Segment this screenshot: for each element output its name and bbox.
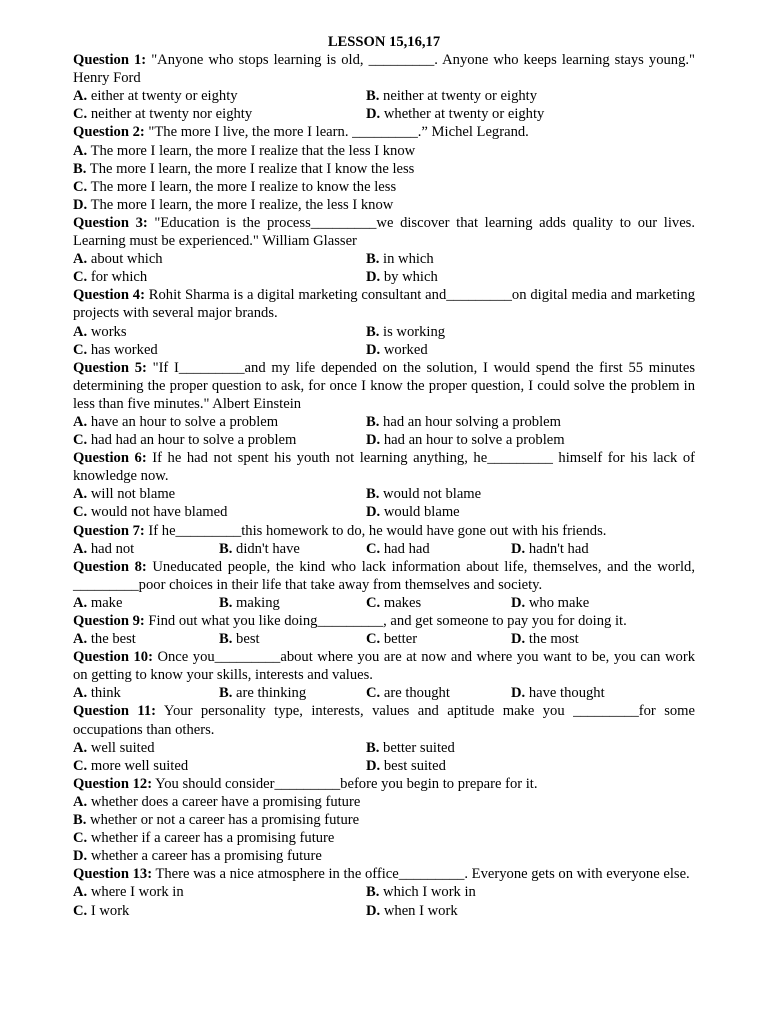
option-letter: A. xyxy=(73,884,88,901)
option-text: whether a career has a promising future xyxy=(87,848,322,865)
option-text: had not xyxy=(87,540,135,557)
option-text: had had an hour to solve a problem xyxy=(87,432,297,449)
option-text: are thinking xyxy=(232,685,307,702)
option-letter: A. xyxy=(73,540,88,557)
question-number: Question 12: xyxy=(73,775,153,792)
option-text: the best xyxy=(87,631,136,648)
option-letter: A. xyxy=(73,793,88,810)
answer-options xyxy=(73,793,695,865)
answer-option xyxy=(366,630,511,648)
answer-option xyxy=(366,594,511,612)
option-text: whether if a career has a promising future xyxy=(87,830,335,847)
answer-options xyxy=(73,142,695,214)
question-stem: Once you_________about where you are at now and where you want to be, you can work on getting to know your skills, interests and values. xyxy=(73,649,695,684)
answer-option xyxy=(366,684,511,702)
question-text xyxy=(73,648,695,684)
option-text: The more I learn, the more I realize that I know the less xyxy=(86,160,415,177)
question-stem: There was a nice atmosphere in the office_________. Everyone gets on with everyone else. xyxy=(152,866,690,883)
question-stem: "The more I live, the more I learn. _________.” Michel Legrand. xyxy=(144,124,529,141)
option-letter: C. xyxy=(73,178,88,195)
answer-option xyxy=(73,829,695,847)
question-number: Question 13: xyxy=(73,866,153,883)
option-letter: A. xyxy=(73,413,88,430)
question-number: Question 2: xyxy=(73,124,145,141)
option-text: will not blame xyxy=(87,486,176,503)
answer-option xyxy=(73,503,366,521)
answer-option xyxy=(73,268,366,286)
option-letter: A. xyxy=(73,631,88,648)
option-text: in which xyxy=(379,251,434,268)
question-number: Question 1: xyxy=(73,52,147,69)
option-letter: B. xyxy=(73,160,87,177)
answer-option xyxy=(73,250,366,268)
option-text: would not have blamed xyxy=(87,504,228,521)
option-text: The more I learn, the more I realize that the less I know xyxy=(87,142,416,159)
answer-option xyxy=(73,341,366,359)
option-text: neither at twenty nor eighty xyxy=(87,106,253,123)
option-letter: C. xyxy=(366,594,381,611)
answer-option xyxy=(366,503,695,521)
option-text: well suited xyxy=(87,739,155,756)
question-number: Question 8: xyxy=(73,558,147,575)
option-letter: C. xyxy=(73,757,88,774)
answer-option xyxy=(366,431,695,449)
question-stem: If he had not spent his youth not learning anything, he_________ himself for his lack of knowledge now. xyxy=(73,450,695,485)
answer-option xyxy=(73,142,695,160)
option-letter: C. xyxy=(73,830,88,847)
answer-option xyxy=(219,684,366,702)
option-letter: B. xyxy=(219,594,233,611)
option-text: hadn't had xyxy=(525,540,589,557)
answer-option xyxy=(73,540,219,558)
option-text: whether at twenty or eighty xyxy=(380,106,545,123)
answer-options xyxy=(73,485,695,521)
answer-options xyxy=(73,594,695,612)
question-stem: Rohit Sharma is a digital marketing consultant and_________on digital media and marketing projects with several major brands. xyxy=(73,287,695,322)
answer-option xyxy=(366,250,695,268)
option-letter: A. xyxy=(73,251,88,268)
answer-option xyxy=(73,413,366,431)
option-text: had an hour solving a problem xyxy=(379,413,561,430)
answer-option xyxy=(73,196,695,214)
answer-option xyxy=(73,431,366,449)
question-number: Question 9: xyxy=(73,613,145,629)
question-stem: "If I_________and my life depended on the solution, I would spend the first 55 minutes determining the proper question to ask, for once I know the proper question, I could solve the problem in less than five minutes." Albert Einstein xyxy=(73,359,695,412)
option-text: make xyxy=(87,594,123,611)
answer-option xyxy=(366,902,695,920)
option-text: about which xyxy=(87,251,163,268)
option-letter: D. xyxy=(366,432,381,449)
option-text: worked xyxy=(380,341,428,358)
answer-option xyxy=(73,811,695,829)
option-text: I work xyxy=(87,902,130,919)
option-text: have thought xyxy=(525,685,605,702)
question-block xyxy=(73,865,695,919)
option-text: making xyxy=(232,594,280,611)
answer-options xyxy=(73,323,695,359)
question-number: Question 6: xyxy=(73,450,147,467)
answer-option xyxy=(219,630,366,648)
option-text: for which xyxy=(87,269,148,286)
option-letter: D. xyxy=(366,504,381,521)
option-letter: A. xyxy=(73,685,88,702)
question-block xyxy=(73,612,695,648)
answer-option xyxy=(73,684,219,702)
option-letter: B. xyxy=(219,631,233,648)
question-text xyxy=(73,51,695,87)
question-stem: If he_________this homework to do, he would have gone out with his friends. xyxy=(144,522,607,539)
option-letter: D. xyxy=(366,757,381,774)
question-block xyxy=(73,214,695,286)
option-letter: A. xyxy=(73,142,88,159)
answer-option xyxy=(511,540,695,558)
option-letter: C. xyxy=(73,902,88,919)
answer-option xyxy=(366,87,695,105)
answer-options xyxy=(73,250,695,286)
option-text: which I work in xyxy=(379,884,476,901)
answer-option xyxy=(366,105,695,123)
option-letter: C. xyxy=(73,269,88,286)
answer-option xyxy=(366,883,695,901)
answer-option xyxy=(73,87,366,105)
option-letter: C. xyxy=(366,631,381,648)
question-block xyxy=(73,359,695,449)
option-letter: B. xyxy=(366,413,380,430)
option-letter: B. xyxy=(366,486,380,503)
option-letter: D. xyxy=(366,269,381,286)
question-number: Question 5: xyxy=(73,359,147,376)
option-letter: C. xyxy=(366,685,381,702)
option-text: would not blame xyxy=(379,486,482,503)
answer-option xyxy=(366,540,511,558)
question-text xyxy=(73,558,695,594)
option-letter: B. xyxy=(219,685,233,702)
question-block xyxy=(73,648,695,702)
answer-options xyxy=(73,883,695,919)
option-letter: D. xyxy=(366,106,381,123)
option-text: by which xyxy=(380,269,438,286)
option-text: better suited xyxy=(379,739,455,756)
option-text: think xyxy=(87,685,121,702)
question-text xyxy=(73,286,695,322)
option-letter: D. xyxy=(511,631,526,648)
option-text: better xyxy=(380,631,418,648)
question-text xyxy=(73,214,695,250)
answer-option xyxy=(219,540,366,558)
option-text: makes xyxy=(380,594,422,611)
option-text: has worked xyxy=(87,341,158,358)
question-text xyxy=(73,702,695,738)
answer-option xyxy=(366,268,695,286)
answer-option xyxy=(73,883,366,901)
question-stem: "Anyone who stops learning is old, _________. Anyone who keeps learning stays young." Henry Ford xyxy=(73,52,695,87)
question-stem: You should consider_________before you begin to prepare for it. xyxy=(152,775,538,792)
question-text xyxy=(73,865,695,883)
question-block xyxy=(73,51,695,123)
option-text: would blame xyxy=(380,504,460,521)
question-text xyxy=(73,123,695,141)
option-text: didn't have xyxy=(232,540,300,557)
question-stem: Uneducated people, the kind who lack information about life, themselves, and the world, _________poor choices in their life that take away from themselves and society. xyxy=(73,558,695,593)
question-number: Question 7: xyxy=(73,522,145,539)
question-text xyxy=(73,522,695,540)
answer-option xyxy=(366,413,695,431)
question-text xyxy=(73,612,695,630)
option-letter: B. xyxy=(219,540,233,557)
question-block xyxy=(73,558,695,612)
option-letter: A. xyxy=(73,486,88,503)
answer-options xyxy=(73,630,695,648)
option-text: best suited xyxy=(380,757,446,774)
question-number: Question 4: xyxy=(73,287,145,304)
option-letter: A. xyxy=(73,323,88,340)
option-letter: A. xyxy=(73,88,88,105)
answer-option xyxy=(73,594,219,612)
question-stem: "Education is the process_________we discover that learning adds quality to our lives. Learning must be experienced." William Glasser xyxy=(73,214,695,250)
answer-option xyxy=(73,485,366,503)
option-letter: A. xyxy=(73,739,88,756)
answer-option xyxy=(366,739,695,757)
option-text: neither at twenty or eighty xyxy=(379,88,538,105)
option-letter: C. xyxy=(73,106,88,123)
option-text: works xyxy=(87,323,127,340)
option-text: is working xyxy=(379,323,446,340)
answer-options xyxy=(73,413,695,449)
option-text: whether or not a career has a promising future xyxy=(86,812,360,829)
option-text: The more I learn, the more I realize to know the less xyxy=(87,178,397,195)
question-text xyxy=(73,359,695,413)
answer-option xyxy=(366,485,695,503)
question-stem: Find out what you like doing_________, and get someone to pay you for doing it. xyxy=(144,613,627,629)
option-text: had had xyxy=(380,540,430,557)
option-text: who make xyxy=(525,594,590,611)
answer-option xyxy=(73,178,695,196)
option-text: whether does a career have a promising future xyxy=(87,793,361,810)
option-text: have an hour to solve a problem xyxy=(87,413,279,430)
option-text: either at twenty or eighty xyxy=(87,88,238,105)
option-letter: C. xyxy=(73,341,88,358)
answer-option xyxy=(511,594,695,612)
answer-options xyxy=(73,540,695,558)
answer-option xyxy=(219,594,366,612)
question-block xyxy=(73,449,695,521)
question-block xyxy=(73,522,695,558)
option-letter: D. xyxy=(73,196,88,213)
lesson-title: LESSON 15,16,17 xyxy=(327,34,441,50)
answer-option xyxy=(73,105,366,123)
question-text xyxy=(73,775,695,793)
question-number: Question 3: xyxy=(73,214,148,231)
option-letter: D. xyxy=(511,685,526,702)
option-letter: D. xyxy=(511,540,526,557)
answer-option xyxy=(73,847,695,865)
answer-options xyxy=(73,684,695,702)
option-letter: C. xyxy=(73,432,88,449)
answer-options xyxy=(73,739,695,775)
option-text: where I work in xyxy=(87,884,184,901)
option-letter: B. xyxy=(366,251,380,268)
option-letter: C. xyxy=(366,540,381,557)
question-block xyxy=(73,286,695,358)
option-letter: A. xyxy=(73,594,88,611)
option-letter: B. xyxy=(366,884,380,901)
option-text: more well suited xyxy=(87,757,189,774)
answer-option xyxy=(73,757,366,775)
question-text xyxy=(73,449,695,485)
question-block xyxy=(73,775,695,865)
option-text: the most xyxy=(525,631,579,648)
answer-option xyxy=(73,793,695,811)
question-stem: Your personality type, interests, values and aptitude make you _________for some occupations than others. xyxy=(73,703,695,738)
answer-option xyxy=(73,630,219,648)
question-number: Question 10: xyxy=(73,649,153,666)
option-letter: D. xyxy=(511,594,526,611)
option-letter: D. xyxy=(366,902,381,919)
option-letter: B. xyxy=(366,323,380,340)
answer-option xyxy=(73,160,695,178)
answer-option xyxy=(511,684,695,702)
option-text: The more I learn, the more I realize, the less I know xyxy=(87,196,394,213)
option-letter: D. xyxy=(73,848,88,865)
question-list xyxy=(73,51,695,920)
answer-option xyxy=(366,323,695,341)
option-text: had an hour to solve a problem xyxy=(380,432,565,449)
option-text: when I work xyxy=(380,902,458,919)
option-text: best xyxy=(232,631,260,648)
question-number: Question 11: xyxy=(73,703,157,720)
option-text: are thought xyxy=(380,685,450,702)
option-letter: B. xyxy=(366,739,380,756)
answer-option xyxy=(73,739,366,757)
answer-option xyxy=(366,757,695,775)
answer-option xyxy=(73,323,366,341)
question-block xyxy=(73,702,695,774)
option-letter: C. xyxy=(73,504,88,521)
option-letter: D. xyxy=(366,341,381,358)
answer-options xyxy=(73,87,695,123)
answer-option xyxy=(511,630,695,648)
option-letter: B. xyxy=(73,812,87,829)
answer-option xyxy=(73,902,366,920)
question-block xyxy=(73,123,695,213)
option-letter: B. xyxy=(366,88,380,105)
answer-option xyxy=(366,341,695,359)
